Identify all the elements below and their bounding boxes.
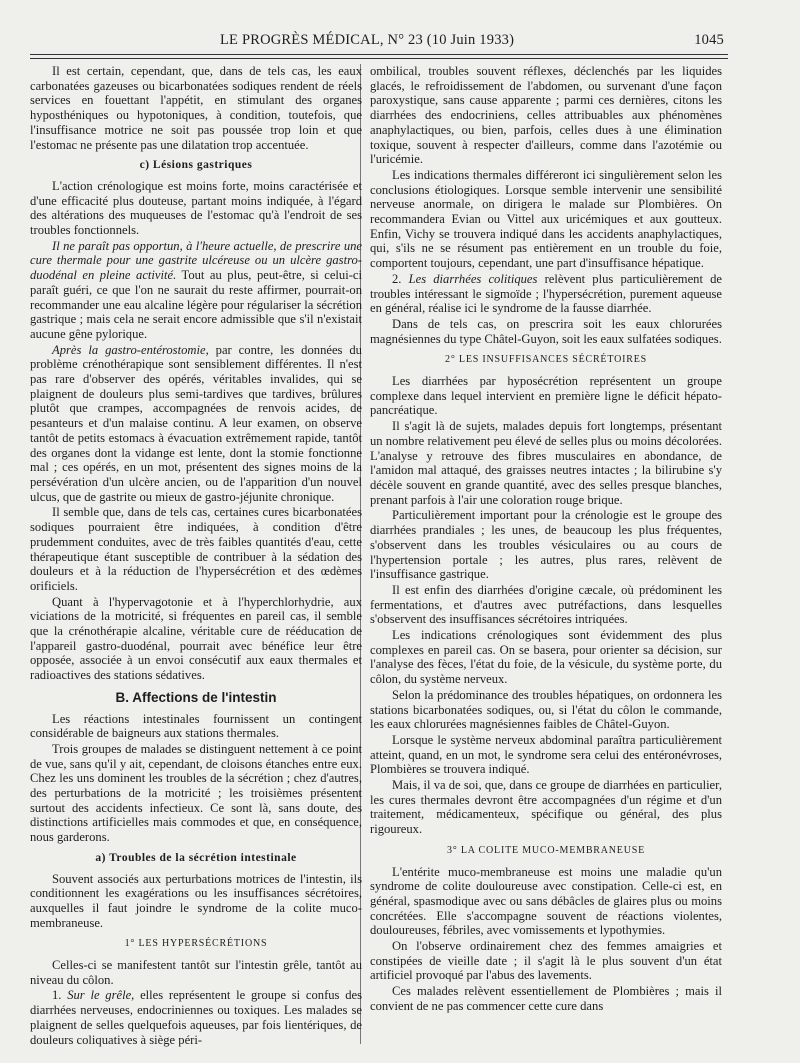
header-rule-bottom (30, 58, 728, 59)
paragraph: L'action crénologique est moins forte, moins caractérisée et d'une efficacité plus douteuse, partant moins indiquée, à l'égard des altérations des muqueuses de l'estomac qu'à l'endroit de ses troubles fonctionnels. (30, 178, 362, 238)
paragraph: Lorsque le système nerveux abdominal paraîtra particulièrement atteint, quand, en un mot, le syndrome sera celui des entéronévroses, Plombières se trouvera indiqué. (370, 732, 722, 777)
section-heading-lesions-gastriques: c) Lésions gastriques (139, 159, 253, 172)
paragraph: 2. Les diarrhées colitiques relèvent plus particulièrement de troubles intéressant le sigmoïde ; l'hypersécrétion, purement aqueuse en général, réalise ici le syndrome de la fausse diarrhée. (370, 271, 723, 316)
paragraph: Après la gastro-entérostomie, par contre, les données du problème crénothérapique sont sensiblement différentes. Il n'est pas rare d'observer des opérés, véritables invalides, qui se plaignent de douleurs plus semi-tardives que tardives, brûlures plutôt que crampes, accompagnées de renvois acides, de pesanteurs et d'un malaise continu. A leur examen, on observe tantôt de petits estomacs à évacuation extrêmement rapide, tantôt des organes dont la vidange est lente, dont la stomie fonctionne mal ; ces opérés, en un mot, présentent des signes moins de la persévération d'un ulcère ancien, ou de l'apparition d'un nouvel ulcus, que de gastrite ou mieux de gastro-jéjunite chronique. (30, 342, 362, 504)
paragraph: ombilical, troubles souvent réflexes, déclenchés par les liquides glacés, le refroidissement de l'abdomen, ou survenant d'une façon paroxystique, sans cause apparente ; parmi ces dernières, citons les diarrhées des endocriniens, celles attribuables aux phénomènes anaphylactiques, ou bien, parfois, celles dues à une élimination toxique, souvent à respecter d'ailleurs, comme dans l'azotémie ou l'uricémie. (370, 64, 722, 167)
section-heading-insuffisances: 2° LES INSUFFISANCES SÉCRÉTOIRES (445, 354, 647, 366)
paragraph: Il est enfin des diarrhées d'origine cæcale, où prédominent les fermentations, et d'autres avec putréfactions, dans lesquelles s'observent des insuffisances sécrétoires intriquées. (370, 582, 722, 627)
paragraph: Souvent associés aux perturbations motrices de l'intestin, ils conditionnent les exagérations ou les insuffisances sécrétoires, auxquelles il faut joindre le syndrome de la colite muco-membraneuse. (30, 871, 362, 930)
section-heading-troubles-secretion: a) Troubles de la sécrétion intestinale (95, 851, 297, 864)
paragraph: Les diarrhées par hyposécrétion représentent un groupe complexe dans lequel intervient en première ligne le déficit hépato-pancréatique. (370, 374, 722, 418)
paragraph: Celles-ci se manifestent tantôt sur l'intestin grêle, tantôt au niveau du côlon. (30, 958, 362, 987)
paragraph: Trois groupes de malades se distinguent nettement à ce point de vue, sans qu'il y ait, cependant, de cloisons étanches entre eux. Chez les uns dominent les troubles de la sécrétion ; chez d'autres, des perturbations de la motricité ; les troisièmes présentent surtout des accidents infectieux. Ce sont là, sans doute, des distinctions artificielles mais commodes et que, en conséquence, nous garderons. (30, 741, 362, 845)
paragraph: Ces malades relèvent essentiellement de Plombières ; mais il convient de ne pas commencer cette cure dans (370, 984, 722, 1013)
paragraph: Il semble que, dans de tels cas, certaines cures bicarbonatées sodiques pourraient être indiquées, à condition d'être prudemment conduites, avec de très faibles quantités d'eau, cette thérapeutique étant susceptible de contribuer à la sédation des douleurs et à la réduction de l'hypersécrétion et des œdèmes orificiels. (30, 505, 362, 593)
paragraph: Il est certain, cependant, que, dans de tels cas, les eaux carbonatées gazeuses ou bicarbonatées sodiques rendent de réels services en fouettant l'appétit, en stimulant des organes hyposthéniques ou hypotoniques, à condition, toutefois, que l'insuffisance motrice ne soit pas poussée trop loin et que l'estomac ne présente pas une dilatation trop accentuée. (30, 64, 362, 152)
paragraph: Les indications crénologiques sont évidemment des plus complexes en pareil cas. On se basera, pour orienter sa décision, sur l'analyse des fèces, l'état du foie, de la vésicule, du système porte, du côlon, du système nerveux. (370, 628, 722, 687)
paragraph: Dans de tels cas, on prescrira soit les eaux chlorurées magnésiennes du type Châtel-Guyon, soit les eaux sulfatées sodiques. (370, 316, 722, 346)
right-column (370, 64, 722, 1014)
section-heading-affections-intestin: B. Affections de l'intestin (115, 689, 277, 705)
paragraph: Selon la prédominance des troubles hépatiques, on ordonnera les stations bicarbonatées sodiques, ou, si l'état du côlon le commande, les eaux chlorurées magnésiennes faibles de Châtel-Guyon. (370, 687, 722, 732)
paragraph: L'entérite muco-membraneuse est moins une maladie qu'un syndrome de colite douloureuse avec constipation. Celle-ci est, en général, spasmodique avec ou sans débâcles de glaires plus ou moins concrétées. Elle s'accompagne souvent de réactions violentes, douloureuses, fébriles, avec vomissements et lypothymies. (370, 864, 722, 938)
paragraph: Il ne paraît pas opportun, à l'heure actuelle, de prescrire une cure thermale pour une gastrite ulcéreuse ou un ulcère gastro-duodénal en pleine activité. Tout au plus, peut-être, si celui-ci paraît guéri, ce que l'on ne saurait du reste affirmer, pourrait-on recommander une eau alcaline légère pour régulariser la sécrétion gastrique ; mais cela ne serait encore admissible que s'il n'existait aucune gêne pylorique. (30, 238, 363, 341)
left-column (30, 64, 362, 1047)
paragraph: Quant à l'hypervagotonie et à l'hyperchlorhydrie, aux viciations de la motricité, si fréquentes en pareil cas, il semble que la crénothérapie alcaline, véritable cure de rééducation de l'appareil gastro-duodénal, pourrait avec bénéfice leur être opposée, associée à un envoi consécutif aux eaux thermales et radioactives des stations sédatives. (30, 594, 362, 683)
paragraph: Particulièrement important pour la crénologie est le groupe des diarrhées prandiales ; les unes, de beaucoup les plus fréquentes, s'observent dans les troubles vésiculaires ou au cours de l'hypertension portale ; les autres, plus rares, relèvent de l'insuffisance gastrique. (370, 508, 722, 582)
section-heading-colite: 3° LA COLITE MUCO-MEMBRANEUSE (446, 844, 646, 856)
paragraph: Les réactions intestinales fournissent un contingent considérable de baigneurs aux stations thermales. (30, 711, 362, 741)
paragraph: On l'observe ordinairement chez des femmes amaigries et constipées de vieille date ; il s'agit là le plus souvent d'un état artificiel provoqué par l'abus des lavements. (370, 939, 722, 983)
header-rule-top (30, 54, 728, 55)
journal-title: LE PROGRÈS MÉDICAL, N° 23 (10 Juin 1933) (220, 32, 515, 48)
paragraph: 1. Sur le grêle, elles représentent le groupe si confus des diarrhées nerveuses, endocriniennes ou toxiques. Les malades se plaignent de selles quelquefois aqueuses, par fois lientériques, de douleurs coliquatives à siège péri- (30, 988, 362, 1047)
section-heading-hypersecretions: 1° LES HYPERSÉCRÉTIONS (124, 938, 268, 950)
page-number: 1045 (694, 32, 724, 48)
paragraph: Il s'agit là de sujets, malades depuis fort longtemps, présentant un nombre relativement peu élevé de selles plus ou moins décolorées. L'analyse y retrouve des fibres musculaires en abondance, de l'amidon mal attaqué, des graisses neutres intactes ; la bilirubine s'y décèle souvent en grande quantité, avec des selles presque blanches, prenant parfois à l'air une coloration rouge brique. (370, 419, 722, 507)
paragraph: Les indications thermales différeront ici singulièrement selon les conclusions étiologiques. Lorsque semble intervenir une sensibilité nerveuse anormale, on dirigera le malade sur Plombières. On recommandera Evian ou Vittel aux uricémiques et aux goutteux. Enfin, Vichy se trouvera indiqué dans les accidents anaphylactiques, qui, s'ils ne se résument pas entièrement en un trouble du foie, comportent toujours, cependant, une part d'insuffisance hépatique. (370, 167, 722, 271)
paragraph: Mais, il va de soi, que, dans ce groupe de diarrhées en particulier, les cures thermales devront être accompagnées d'un régime et d'un traitement, médicamenteux, spécifique ou général, des plus rigoureux. (370, 778, 722, 837)
